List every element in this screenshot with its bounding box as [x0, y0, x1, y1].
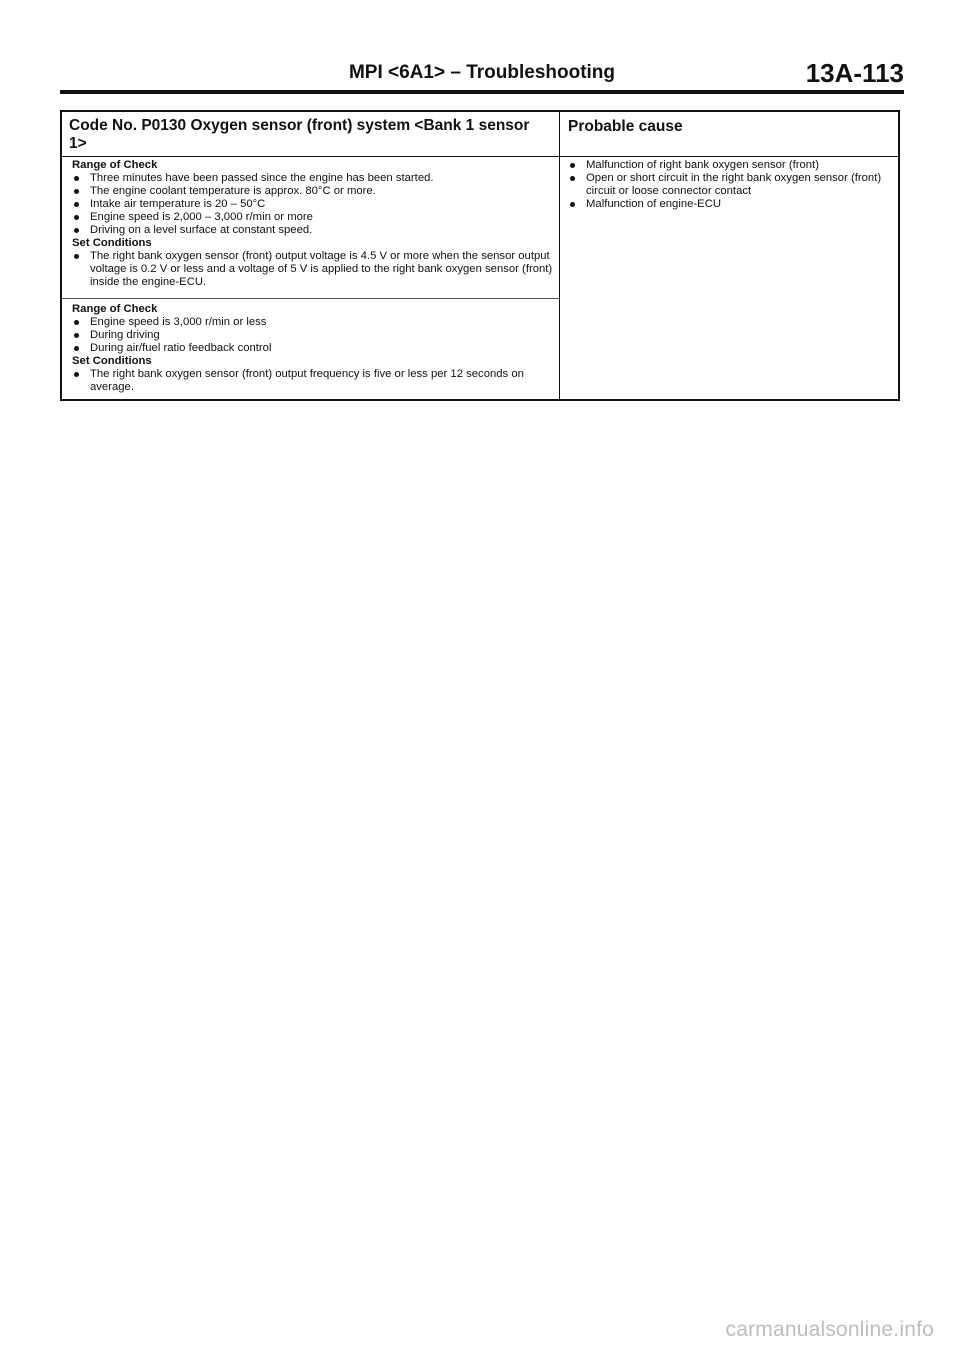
bullet-icon [74, 254, 79, 259]
section-title: MPI <6A1> – Troubleshooting [348, 62, 616, 83]
code-heading: Code No. P0130 Oxygen sensor (front) system <Bank 1 sensor 1> [69, 117, 530, 152]
probable-cause-heading: Probable cause [568, 118, 683, 135]
list-item: The right bank oxygen sensor (front) output voltage is 4.5 V or more when the sensor output voltage is 0.2 V or less and a voltage of 5 V is applied to the right bank oxygen sensor (front) inside the engine-ECU. [72, 250, 556, 289]
set-conditions-label: Set Conditions [72, 355, 152, 367]
list-item: Three minutes have been passed since the engine has been started. [72, 172, 556, 185]
set-conditions-label: Set Conditions [72, 237, 152, 249]
check-section-1 [72, 159, 556, 289]
set-list [72, 250, 556, 289]
list-item: During air/fuel ratio feedback control [72, 342, 556, 355]
bullet-icon [570, 163, 575, 168]
list-item: Malfunction of engine-ECU [568, 198, 898, 211]
list-item: Malfunction of right bank oxygen sensor (front) [568, 159, 898, 172]
probable-causes [568, 159, 898, 211]
bullet-icon [74, 189, 79, 194]
range-of-check-label: Range of Check [72, 303, 158, 315]
bullet-icon [74, 333, 79, 338]
bullet-icon [570, 176, 575, 181]
bullet-icon [74, 372, 79, 377]
list-item: Open or short circuit in the right bank oxygen sensor (front) circuit or loose connector contact [568, 172, 898, 198]
bullet-icon [74, 228, 79, 233]
set-list [72, 368, 556, 394]
list-item: During driving [72, 329, 556, 342]
check-section-2 [72, 303, 556, 394]
watermark-text: carmanualsonline.info [725, 1318, 934, 1341]
diagnostic-table [60, 110, 900, 401]
list-item: The right bank oxygen sensor (front) output frequency is five or less per 12 seconds on average. [72, 368, 556, 394]
cause-list [568, 159, 898, 211]
bullet-icon [74, 320, 79, 325]
range-list [72, 316, 556, 355]
list-item: Intake air temperature is 20 – 50°C [72, 198, 556, 211]
range-of-check-label: Range of Check [72, 159, 158, 171]
list-item: Engine speed is 3,000 r/min or less [72, 316, 556, 329]
list-item: Driving on a level surface at constant speed. [72, 224, 556, 237]
bullet-icon [74, 202, 79, 207]
page-number: 13A-113 [805, 58, 904, 88]
section-divider [62, 298, 559, 299]
list-item: Engine speed is 2,000 – 3,000 r/min or more [72, 211, 556, 224]
list-item: The engine coolant temperature is approx. 80°C or more. [72, 185, 556, 198]
bullet-icon [570, 202, 575, 207]
range-list [72, 172, 556, 237]
page-header [60, 60, 904, 94]
bullet-icon [74, 346, 79, 351]
bullet-icon [74, 215, 79, 220]
bullet-icon [74, 176, 79, 181]
header-divider [62, 156, 898, 157]
